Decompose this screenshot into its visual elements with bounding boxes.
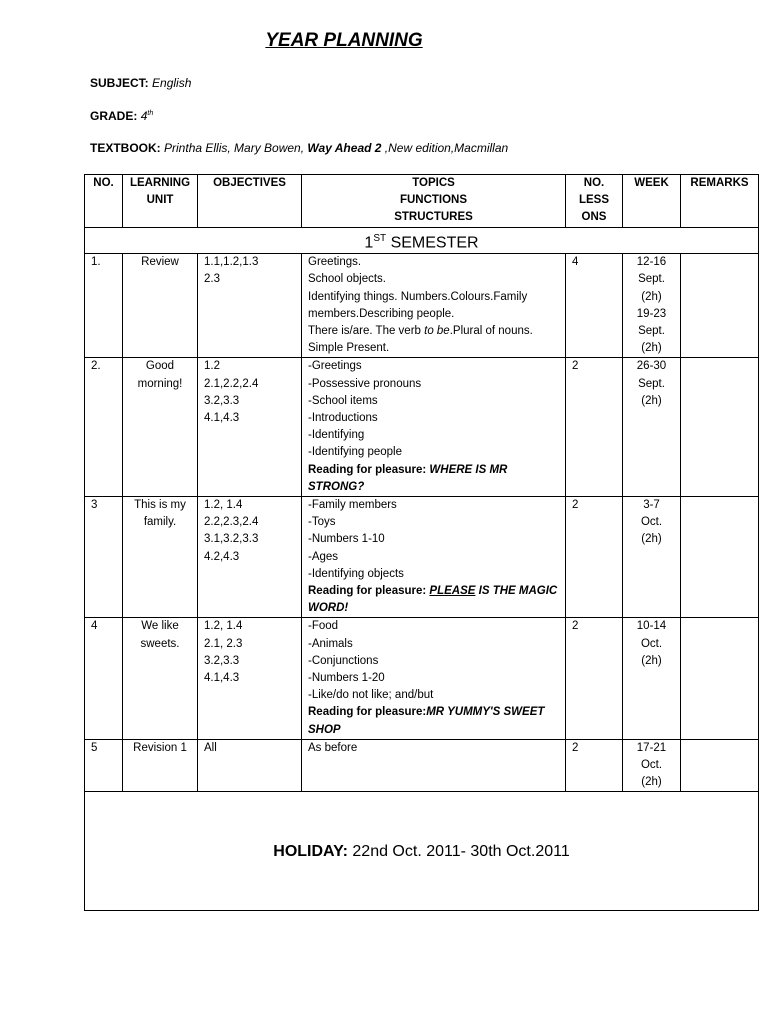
subject-label: SUBJECT: [90,76,149,90]
header-week: WEEK [623,175,681,228]
row-lessons: 2 [566,618,623,739]
holiday-label: HOLIDAY: [273,842,348,860]
textbook-book: Way Ahead 2 [307,141,382,155]
textbook-rest: ,New edition,Macmillan [384,141,509,155]
row-unit: Good morning! [123,358,198,497]
row-lessons: 2 [566,358,623,497]
row-week: 10-14 Oct. (2h) [623,618,681,739]
grade-sup: th [147,110,154,117]
subject-line [90,76,191,90]
row-objectives: 1.2, 1.4 2.1, 2.3 3.2,3.3 4.1,4.3 [198,618,302,739]
table-row [85,496,759,617]
semester-row [85,227,759,254]
row-topics: As before [302,739,566,792]
holiday-cell [85,792,759,911]
row-no: 1. [85,254,123,358]
row-remarks [681,739,759,792]
row-no: 4 [85,618,123,739]
header-unit: LEARNING UNIT [123,175,198,228]
row-topics: Greetings. School objects. Identifying things. Numbers.Colours.Family members.Describing people. There is/are. The verb to be.Plural of nouns. Simple Present. [302,254,566,358]
header-lessons: NO. LESS ONS [566,175,623,228]
row-remarks [681,254,759,358]
row-unit: Revision 1 [123,739,198,792]
subject-value: English [152,76,192,90]
row-week: 17-21 Oct. (2h) [623,739,681,792]
grade-line [90,109,153,123]
semester-heading: 1ST SEMESTER [85,227,759,254]
row-unit: This is my family. [123,496,198,617]
page-title: YEAR PLANNING [265,30,423,51]
table-row [85,739,759,792]
row-unit: Review [123,254,198,358]
grade-value: 4 [140,109,148,123]
textbook-label: TEXTBOOK: [90,141,161,155]
row-no: 5 [85,739,123,792]
table-row [85,254,759,358]
row-remarks [681,496,759,617]
grade-label: GRADE: [90,109,138,123]
header-objectives: OBJECTIVES [198,175,302,228]
row-topics: -Greetings -Possessive pronouns -School items -Introductions -Identifying -Identifying people Reading for pleasure: WHERE IS MR STRONG? [302,358,566,497]
header-no: NO. [85,175,123,228]
row-lessons: 4 [566,254,623,358]
row-lessons: 2 [566,739,623,792]
row-objectives: 1.1,1.2,1.3 2.3 [198,254,302,358]
textbook-line [90,141,508,155]
row-remarks [681,358,759,497]
row-week: 3-7 Oct. (2h) [623,496,681,617]
header-row [85,175,759,228]
header-remarks: REMARKS [681,175,759,228]
planning-table [84,174,759,911]
row-objectives: 1.2, 1.4 2.2,2.3,2.4 3.1,3.2,3.3 4.2,4.3 [198,496,302,617]
row-no: 2. [85,358,123,497]
holiday-dates: 22nd Oct. 2011- 30th Oct.2011 [352,842,570,860]
row-lessons: 2 [566,496,623,617]
row-week: 26-30 Sept. (2h) [623,358,681,497]
header-topics: TOPICS FUNCTIONS STRUCTURES [302,175,566,228]
row-no: 3 [85,496,123,617]
table-row [85,618,759,739]
textbook-authors: Printha Ellis, Mary Bowen, [164,141,305,155]
table-row [85,358,759,497]
row-unit: We like sweets. [123,618,198,739]
holiday-row [85,792,759,911]
row-objectives: All [198,739,302,792]
row-remarks [681,618,759,739]
row-topics: -Food -Animals -Conjunctions -Numbers 1-20 -Like/do not like; and/but Reading for pleasure:MR YUMMY'S SWEET SHOP [302,618,566,739]
row-objectives: 1.2 2.1,2.2,2.4 3.2,3.3 4.1,4.3 [198,358,302,497]
row-topics: -Family members -Toys -Numbers 1-10 -Ages -Identifying objects Reading for pleasure: PLEASE IS THE MAGIC WORD! [302,496,566,617]
row-week: 12-16 Sept. (2h) 19-23 Sept. (2h) [623,254,681,358]
